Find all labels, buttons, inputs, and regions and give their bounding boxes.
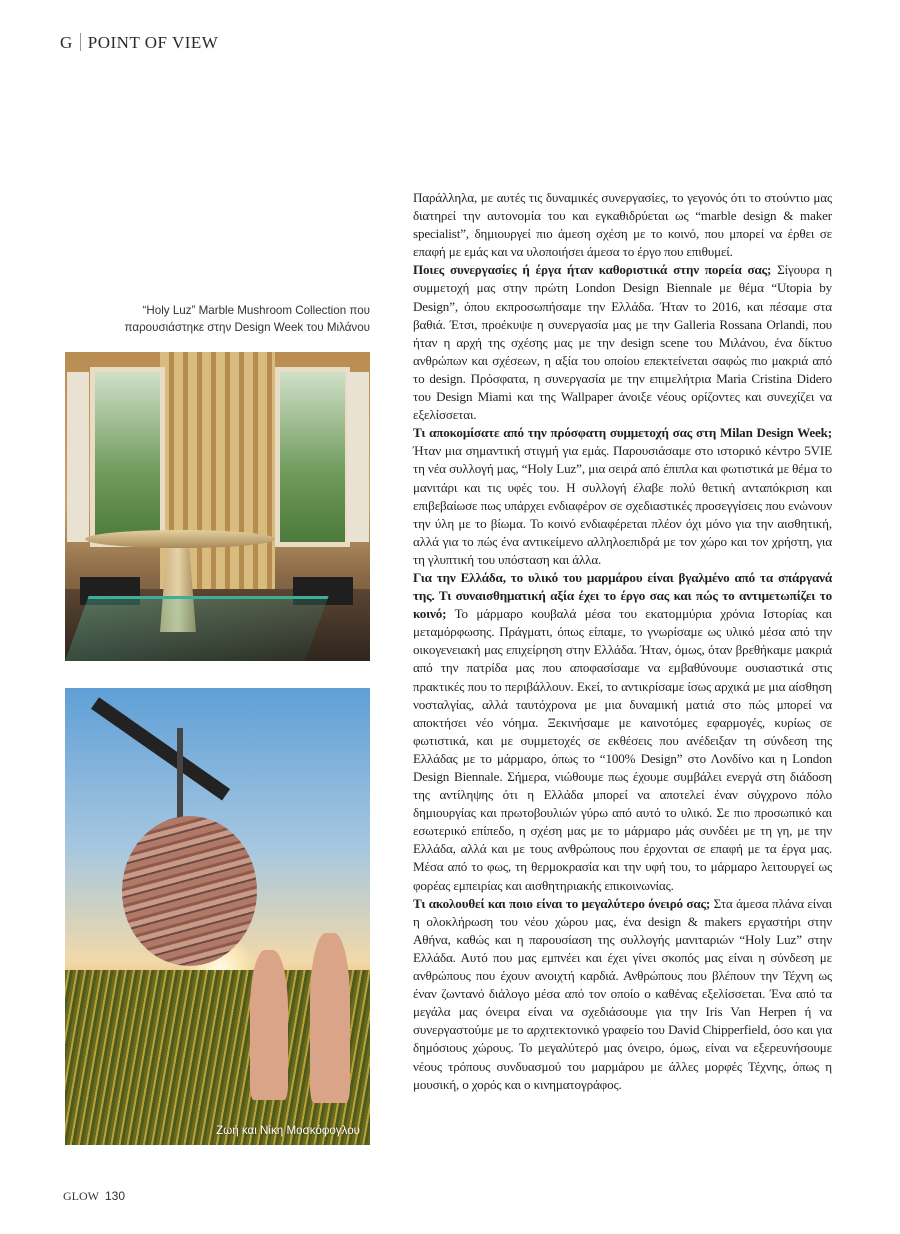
answer: Το μάρμαρο κουβαλά μέσα του εκατομμύρια χρόνια Ιστορίας και μεταμόρφωσης. Πράγματι, όπως είπαμε, το γνωρίσαμε ως υλικό μέσα από την οικογενειακή μας επιχείρηση στην Ελλάδα. Ήταν, όμως, όταν βρεθήκαμε μακριά από την πατρίδα μας που αποφασίσαμε να εμβαθύνουμε ουσιαστικά στις πρακτικές που το περιβάλλουν. Εκεί, το αντικρίσαμε ίσως αρχικά με μια αίσθηση νοσταλγίας, αλλά ταυτόχρονα με μια δυναμική ματιά στο πώς μπορεί να αποκτήσει νέο νόημα. Ξεκινήσαμε με καινοτόμες εφαρμογές, κυρίως σε φωτιστικά, και με συμμετοχές σε εκθέσεις που ανέδειξαν τη σύνδεση της Ελλάδας με το μάρμαρο, όπως το “100% Design” στο Λονδίνο και η London Design Biennale. Σήμερα, νιώθουμε πως έχουμε συμβάλει ενεργά στη διάδοση της αντίληψης ότι η Ελλάδα μπορεί να αποτελεί έναν σύγχρονο πόλο δημιουργίας και πρωτοβουλιών γύρω από αυτό το υλικό. Σε πιο προσωπικό και εσωτερικό επίπεδο, η σχέση μας με το μάρμαρο μάς συνδέει με τη γη, με την Ελλάδα, αλλά και με τους ανθρώπους που έρχονται σε επαφή με τα έργα μας. Μέσα από το φως, τη θερμοκρασία και την υφή του, το μάρμαρο λειτουργεί ως φορέας εμπειρίας και αισθητηριακής επικοινωνίας.: [413, 606, 832, 893]
answer: Ήταν μια σημαντική στιγμή για εμάς. Παρουσιάσαμε στο ιστορικό κέντρο 5VIE τη νέα συλλογή μας, “Holy Luz”, μια σειρά από έπιπλα και φωτιστικά με θέμα το μανιτάρι και τις υφές του. Η συλλογή έλαβε πολύ θετική ανταπόκριση και επιβεβαίωσε πως υπάρχει ενδιαφέρον σε σχεδιαστικές προσεγγίσεις που ενώνουν την ύλη με το βίωμα. Το κοινό ενδιαφέρεται πλέον όχι μόνο για την αισθητική, αλλά για το πώς ένα αντικείμενο αλληλοεπιδρά με τον χώρο και τον χρήστη, για τη γλυπτική του υπόσταση και άλλα.: [413, 443, 832, 567]
person: [250, 950, 288, 1100]
qa-paragraph: [413, 895, 832, 1094]
page-number: 130: [105, 1189, 126, 1203]
photo-mushroom-collection: [65, 352, 370, 661]
window: [90, 367, 165, 547]
qa-paragraph: [413, 424, 832, 569]
question: Τι αποκομίσατε από την πρόσφατη συμμετοχή σας στη Milan Design Week;: [413, 425, 832, 441]
page-footer: [63, 1189, 125, 1204]
question: Τι ακολουθεί και ποιο είναι το μεγαλύτερο όνειρό σας;: [413, 895, 711, 911]
section-header: [60, 33, 218, 53]
article-intro: Παράλληλα, με αυτές τις δυναμικές συνεργασίες, το γεγονός ότι το στούντιο μας διατηρεί την αυτονομία του και εγκαθιδρύεται ως “marble design & maker specialist”, δημιουργεί πιο άμεση σχέση με το κοινό, που μπορεί να έρθει σε επαφή με εμάς και να υλοποιήσει άμεσα το έργο που επιθυμεί.: [413, 190, 832, 260]
magazine-letter: G: [60, 33, 73, 52]
qa-paragraph: [413, 261, 832, 424]
magazine-name: GLOW: [63, 1189, 99, 1203]
qa-paragraph: [413, 569, 832, 895]
section-title: POINT OF VIEW: [87, 33, 219, 52]
divider: [80, 33, 81, 51]
crane-arm: [91, 697, 230, 800]
photo-caption-mushroom: “Holy Luz” Marble Mushroom Collection που παρουσιάστηκε στην Design Week του Μιλάνου: [124, 304, 370, 334]
window: [275, 367, 350, 547]
crane-chain: [177, 728, 183, 823]
marble-disc: [122, 816, 257, 966]
question: Ποιες συνεργασίες ή έργα ήταν καθοριστικά στην πορεία σας;: [413, 262, 772, 278]
answer: Στα άμεσα πλάνα είναι η ολοκλήρωση του νέου χώρου μας, ένα design & makers εργαστήρι στην Αθήνα, καθώς και η παρουσίαση της συλλογής μανιταριών “Holy Luz” στην Ελλάδα. Αυτό που μας εμπνέει και έχει γίνει σκοπός μας είναι η σύνδεση με ανθρώπους που έχουν ανοιχτή καρδιά. Ανθρώπους που βλέπουν την Τέχνη ως έναν ζωντανό διάλογο μέσα από τον οποίο ο καθένας εξελίσσεται. Ένα από τα μεγάλα μας όνειρα είναι να σχεδιάσουμε για την Iris Van Herpen ή να συνεργαστούμε με το αρχιτεκτονικό γραφείο του David Chipperfield, όσο και για δημόσιους χώρους. Το μεγαλύτερό μας όνειρο, όμως, είναι να εξερευνήσουμε νέους τρόπους συνδυασμού του μαρμάρου με άλλες μορφές Τέχνης, όπως η μουσική, ο χορός και ο κινηματογράφος.: [413, 895, 832, 1092]
photo-caption-designers: Ζωή και Νίκη Μοσκόφογλου: [216, 1124, 360, 1137]
article-body: [413, 189, 832, 1094]
glass-plinth: [65, 596, 329, 661]
person: [310, 933, 350, 1103]
answer: Σίγουρα η συμμετοχή μας στην πρώτη London Design Biennale με θέμα “Utopia by Design”, όπου εκπροσωπήσαμε την Ελλάδα. Ήταν το 2016, και πέσαμε στα βαθιά. Έτσι, προέκυψε η συνεργασία μας με την Galleria Rossana Orlandi, που ήταν η αρχή της σχέσης μας με την design scene του Μιλάνου, ένα δίκτυο ανθρώπων και σχέσεων, η αξία του οποίου επεκτείνεται σαφώς πιο μακριά από το design. Πρόσφατα, η συνεργασία με την επιμελήτρια Maria Cristina Didero του Design Miami και της Wallpaper άνοιξε νέους ορίζοντες και συνεχίζει να εξελίσσεται.: [413, 262, 832, 423]
photo-designers-portrait: [65, 688, 370, 1145]
question: Για την Ελλάδα, το υλικό του μαρμάρου είναι βγαλμένο από τα σπάργανά της. Τι συναισθηματική αξία έχει το έργο σας και πώς το αντιμετωπίζει το κοινό;: [413, 569, 832, 622]
